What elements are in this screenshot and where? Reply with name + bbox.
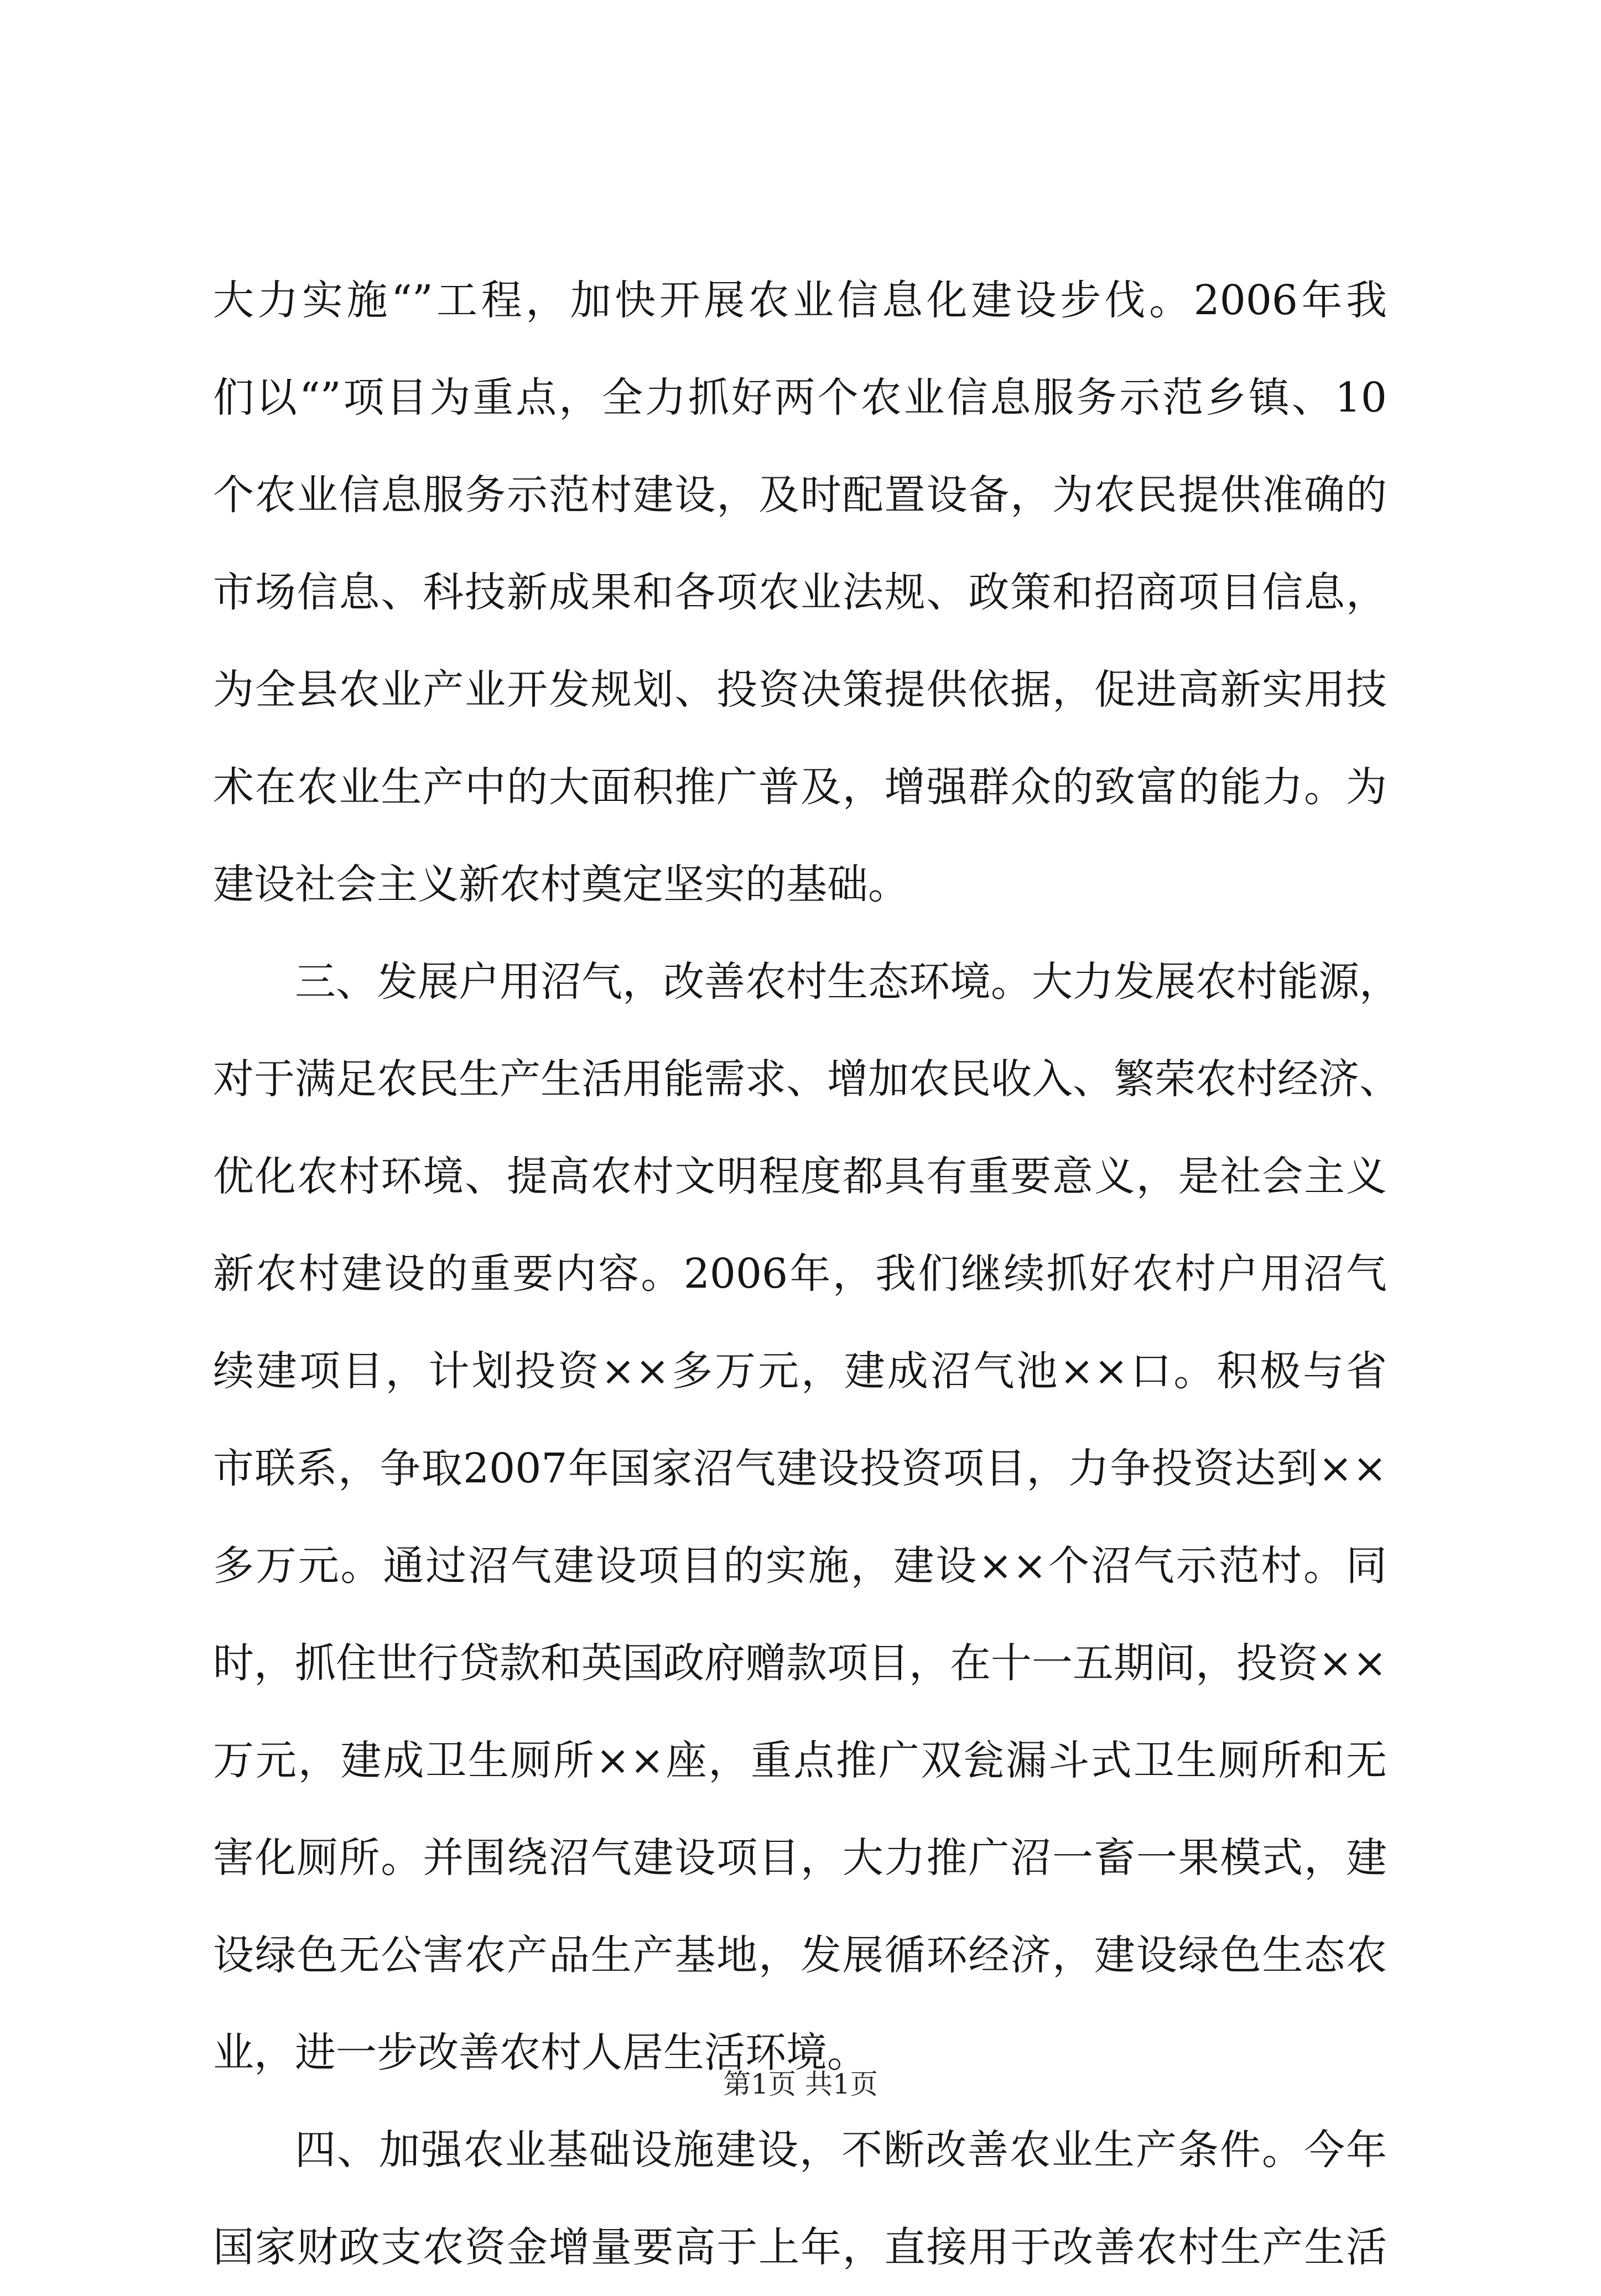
text-line: 多万元。通过沼气建设项目的实施，建设××个沼气示范村。同 [213,1542,1387,1590]
text-line: 术在农业生产中的大面积推广普及，增强群众的致富的能力。为 [213,763,1387,811]
text-line: 建设社会主义新农村奠定坚实的基础。 [213,861,909,908]
text-line: 大力实施“”工程，加快开展农业信息化建设步伐。2006年我 [213,277,1387,324]
text-line: 害化厕所。并围绕沼气建设项目，大力推广沼一畜一果模式，建 [213,1834,1387,1882]
text-line: 优化农村环境、提高农村文明程度都具有重要意义，是社会主义 [213,1153,1387,1200]
text-line: 市场信息、科技新成果和各项农业法规、政策和招商项目信息， [213,569,1387,616]
text-line: 续建项目，计划投资××多万元，建成沼气池××口。积极与省 [213,1347,1387,1395]
document-body [213,252,1400,2296]
text-line: 们以“”项目为重点，全力抓好两个农业信息服务示范乡镇、10 [213,374,1387,421]
text-line: 对于满足农民生产生活用能需求、增加农民收入、繁荣农村经济、 [213,1055,1400,1103]
page-number-label: 第1页 共1页 [723,2068,878,2100]
text-line: 万元，建成卫生厕所××座，重点推广双瓮漏斗式卫生厕所和无 [213,1737,1387,1784]
text-line: 为全县农业产业开发规划、投资决策提供依据，促进高新实用技 [213,666,1387,714]
text-line: 三、发展户用沼气，改善农村生态环境。大力发展农村能源， [295,958,1400,1006]
paragraph [213,933,1400,2101]
paragraph [213,2101,1387,2296]
text-line: 设绿色无公害农产品生产基地，发展循环经济，建设绿色生态农 [213,1931,1387,1979]
text-line: 个农业信息服务示范村建设，及时配置设备，为农民提供准确的 [213,471,1387,519]
text-line: 国家财政支农资金增量要高于上年，直接用于改善农村生产生活 [213,2224,1387,2271]
text-line: 新农村建设的重要内容。2006年，我们继续抓好农村户用沼气 [213,1250,1387,1298]
page-footer [0,2068,1601,2101]
text-line: 四、加强农业基础设施建设，不断改善农业生产条件。今年 [295,2126,1387,2174]
text-line: 业，进一步改善农村人居生活环境。 [213,2029,868,2076]
text-line: 市联系，争取2007年国家沼气建设投资项目，力争投资达到×× [213,1445,1387,1492]
paragraph [213,252,1387,933]
text-line: 时，抓住世行贷款和英国政府赠款项目，在十一五期间，投资×× [213,1639,1387,1687]
